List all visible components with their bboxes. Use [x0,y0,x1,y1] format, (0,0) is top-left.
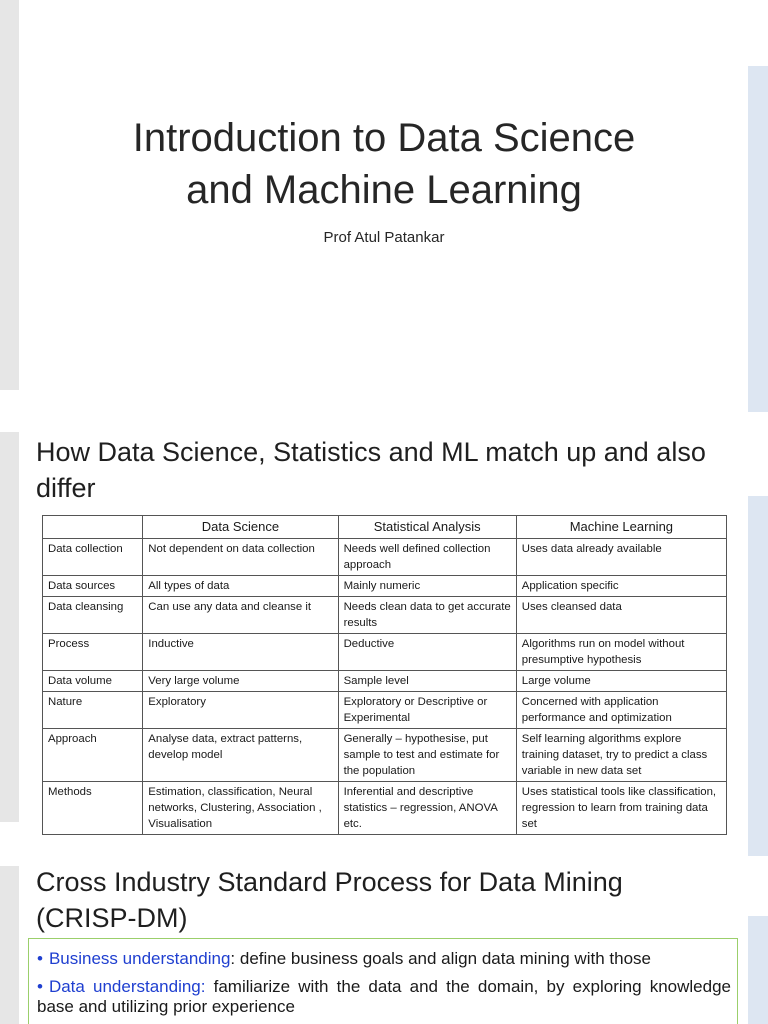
table-row [43,597,727,634]
table-cell: Exploratory [143,692,338,729]
table-cell: Large volume [516,671,726,692]
right-edge-stripe [748,916,768,1024]
step-term: Business understanding [48,949,231,968]
comparison-title: How Data Science, Statistics and ML match up and also differ [36,437,706,503]
table-cell: Inferential and descriptive statistics – regression, ANOVA etc. [338,782,516,835]
title-line-2: and Machine Learning [186,168,582,212]
table-cell: All types of data [143,576,338,597]
left-edge-stripe [0,432,19,822]
header-cell: Machine Learning [516,516,726,539]
table-cell: Generally – hypothesise, put sample to test and estimate for the population [338,729,516,782]
table-row [43,634,727,671]
table-cell: Deductive [338,634,516,671]
table-cell: Self learning algorithms explore training dataset, try to predict a class variable in new data set [516,729,726,782]
step-description: familiarize with the data and the domain, by exploring knowledge base and utilizing prior experience [37,977,732,1016]
table-row [43,782,727,835]
row-label: Process [43,634,143,671]
step-term: Data understanding: [48,977,206,996]
crisp-steps-list [29,939,737,1017]
table-cell: Sample level [338,671,516,692]
slide-crisp-dm [0,856,768,1024]
crisp-title: Cross Industry Standard Process for Data Mining (CRISP-DM) [36,867,623,933]
slide-title [0,0,768,412]
header-cell: Data Science [143,516,338,539]
title-line-1: Introduction to Data Science [132,116,636,160]
table-cell: Application specific [516,576,726,597]
right-edge-stripe [748,496,768,856]
bullet-icon: • [37,949,43,968]
header-cell: Statistical Analysis [338,516,516,539]
table-row [43,671,727,692]
step-description: : define business goals and align data mining with those [230,949,651,968]
slide-title-heading [60,112,708,216]
table-cell: Needs well defined collection approach [338,539,516,576]
table-row [43,692,727,729]
table-row [43,539,727,576]
table-row [43,576,727,597]
left-edge-stripe [0,0,19,390]
row-label: Methods [43,782,143,835]
row-label: Approach [43,729,143,782]
row-label: Nature [43,692,143,729]
table-cell: Not dependent on data collection [143,539,338,576]
table-header-row [43,516,727,539]
table-cell: Uses statistical tools like classification, regression to learn from training data set [516,782,726,835]
table-cell: Algorithms run on model without presumptive hypothesis [516,634,726,671]
table-cell: Needs clean data to get accurate results [338,597,516,634]
right-edge-stripe [748,66,768,412]
table-cell: Very large volume [143,671,338,692]
table-cell: Uses data already available [516,539,726,576]
table-cell: Inductive [143,634,338,671]
list-item [37,949,731,969]
list-item [37,977,731,1017]
row-label: Data volume [43,671,143,692]
left-edge-stripe [0,866,19,1024]
slide-comparison [0,412,768,856]
table-cell: Estimation, classification, Neural networks, Clustering, Association , Visualisation [143,782,338,835]
comparison-table [42,515,727,835]
bullet-icon: • [37,977,43,996]
row-label: Data cleansing [43,597,143,634]
row-label: Data sources [43,576,143,597]
author-subtitle: Prof Atul Patankar [323,229,445,246]
row-label: Data collection [43,539,143,576]
crisp-steps-box [28,938,738,1024]
table-row [43,729,727,782]
table-cell: Mainly numeric [338,576,516,597]
table-cell: Can use any data and cleanse it [143,597,338,634]
header-cell [43,516,143,539]
table-cell: Uses cleansed data [516,597,726,634]
table-cell: Concerned with application performance and optimization [516,692,726,729]
table-cell: Exploratory or Descriptive or Experimental [338,692,516,729]
table-cell: Analyse data, extract patterns, develop model [143,729,338,782]
